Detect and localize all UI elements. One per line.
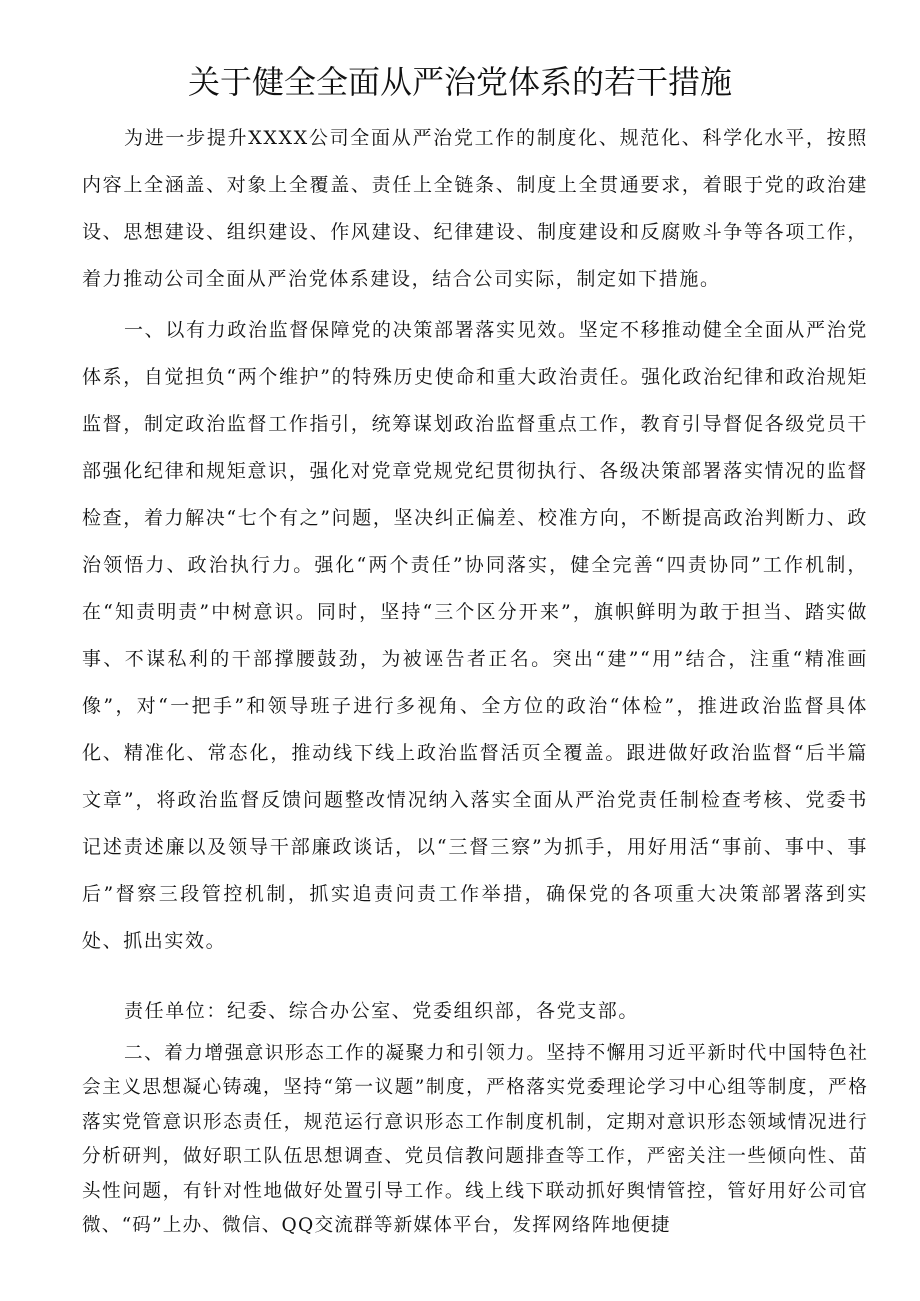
- document-title: 关于健全全面从严治党体系的若干措施: [187, 63, 732, 101]
- paragraph-section-1: 一、以有力政治监督保障党的决策部署落实见效。坚定不移推动健全全面从严治党体系，自觉担负“两个维护”的特殊历史使命和重大政治责任。强化政治纪律和政治规矩监督，制定政治监督工作指引，统筹谋划政治监督重点工作，教育引导督促各级党员干部强化纪律和规矩意识，强化对党章党规党纪贯彻执行、各级决策部署落实情况的监督检查，着力解决“七个有之”问题，坚决纠正偏差、校准方向，不断提高政治判断力、政治领悟力、政治执行力。强化“两个责任”协同落实，健全完善“四责协同”工作机制，在“知责明责”中树意识。同时，坚持“三个区分开来”，旗帜鲜明为敢于担当、踏实做事、不谋私利的干部撑腰鼓劲，为被诬告者正名。突出“建”“用”结合，注重“精准画像”，对“一把手”和领导班子进行多视角、全方位的政治“体检”，推进政治监督具体化、精准化、常态化，推动线下线上政治监督活页全覆盖。跟进做好政治监督“后半篇文章”，将政治监督反馈问题整改情况纳入落实全面从严治党责任制检查考核、党委书记述责述廉以及领导干部廉政谈话，以“三督三察”为抓手，用好用活“事前、事中、事后”督察三段管控机制，抓实追责问责工作举措，确保党的各项重大决策部署落到实处、抓出实效。: [82, 319, 868, 952]
- paragraph-section-2: 二、着力增强意识形态工作的凝聚力和引领力。坚持不懈用习近平新时代中国特色社会主义思想凝心铸魂，坚持“第一议题”制度，严格落实党委理论学习中心组等制度，严格落实党管意识形态责任，规范运行意识形态工作制度机制，定期对意识形态领域情况进行分析研判，做好职工队伍思想调查、党员信教问题排查等工作，严密关注一些倾向性、苗头性问题，有针对性地做好处置引导工作。线上线下联动抓好舆情管控，管好用好公司官微、“码”上办、微信、QQ交流群等新媒体平台，发挥网络阵地便捷: [82, 1043, 868, 1237]
- paragraph-intro: 为进一步提升XXXX公司全面从严治党工作的制度化、规范化、科学化水平，按照内容上全涵盖、对象上全覆盖、责任上全链条、制度上全贯通要求，着眼于党的政治建设、思想建设、组织建设、作风建设、纪律建设、制度建设和反腐败斗争等各项工作，着力推动公司全面从严治党体系建设，结合公司实际，制定如下措施。: [82, 127, 868, 290]
- paragraph-responsible-units: 责任单位：纪委、综合办公室、党委组织部，各党支部。: [124, 1000, 640, 1022]
